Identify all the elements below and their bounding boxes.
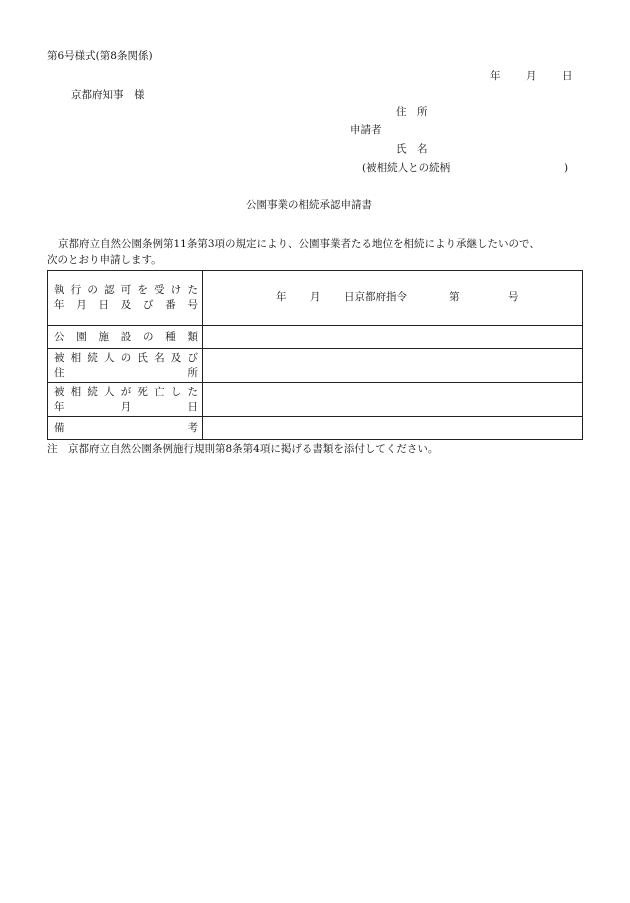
decedent-name-label-cell (48, 349, 203, 383)
relation-close: ) (564, 162, 569, 174)
remarks-label: 備 考 (54, 421, 198, 434)
approval-day-prefecture: 日京都府指令 (344, 291, 407, 303)
decedent-name-label-line1: 被相続人の氏名及び (54, 351, 198, 364)
date-month: 月 (526, 70, 537, 82)
facility-type-value-cell[interactable] (203, 326, 583, 349)
decedent-name-label-line2: 住 所 (54, 366, 198, 379)
facility-type-label-cell (48, 326, 203, 349)
body-line-2: 次のとおり申請します。 (47, 254, 162, 266)
approval-go: 号 (508, 291, 519, 303)
application-table (47, 270, 583, 440)
date-day: 日 (562, 70, 573, 82)
relation-open: (被相続人との続柄 (362, 162, 451, 174)
table-row (48, 383, 583, 417)
approval-date-label-cell (48, 271, 203, 326)
approval-label-line1: 執行の認可を受けた (54, 284, 198, 296)
death-date-value-cell[interactable] (203, 383, 583, 417)
death-date-label-line1: 被相続人が死亡した (54, 385, 198, 398)
approval-year: 年 (276, 291, 287, 303)
date-year: 年 (490, 70, 501, 82)
footnote: 注 京都府立自然公園条例施行規則第8条第4項に掲げる書類を添付してください。 (47, 443, 439, 455)
facility-type-label: 公園施設の種類 (54, 330, 198, 343)
death-date-label-cell (48, 383, 203, 417)
approval-dai: 第 (449, 291, 460, 303)
name-label: 氏 名 (396, 143, 428, 155)
death-month-label: 月 (120, 400, 132, 413)
approval-label-line2: 年月日及び番号 (54, 299, 198, 311)
address-label: 住 所 (396, 106, 428, 118)
remarks-label-cell (48, 417, 203, 440)
form-title: 公園事業の相続承認申請書 (246, 199, 372, 211)
approval-date-value-cell[interactable] (203, 271, 583, 326)
table-row (48, 271, 583, 326)
applicant-label: 申請者 (350, 124, 382, 136)
remarks-value-cell[interactable] (203, 417, 583, 440)
form-number: 第6号様式(第8条関係) (47, 50, 153, 62)
death-date-label-line2 (54, 400, 198, 415)
table-row (48, 417, 583, 440)
death-day-label: 日 (187, 400, 198, 413)
addressee: 京都府知事 様 (71, 89, 145, 101)
body-line-1: 京都府立自然公園条例第11条第3項の規定により、公園事業者たる地位を相続により承継したいので、 (58, 238, 540, 250)
approval-month: 月 (310, 291, 321, 303)
body-text (47, 236, 587, 268)
table-row (48, 349, 583, 383)
death-year-label: 年 (54, 400, 65, 413)
table-row (48, 326, 583, 349)
decedent-name-value-cell[interactable] (203, 349, 583, 383)
